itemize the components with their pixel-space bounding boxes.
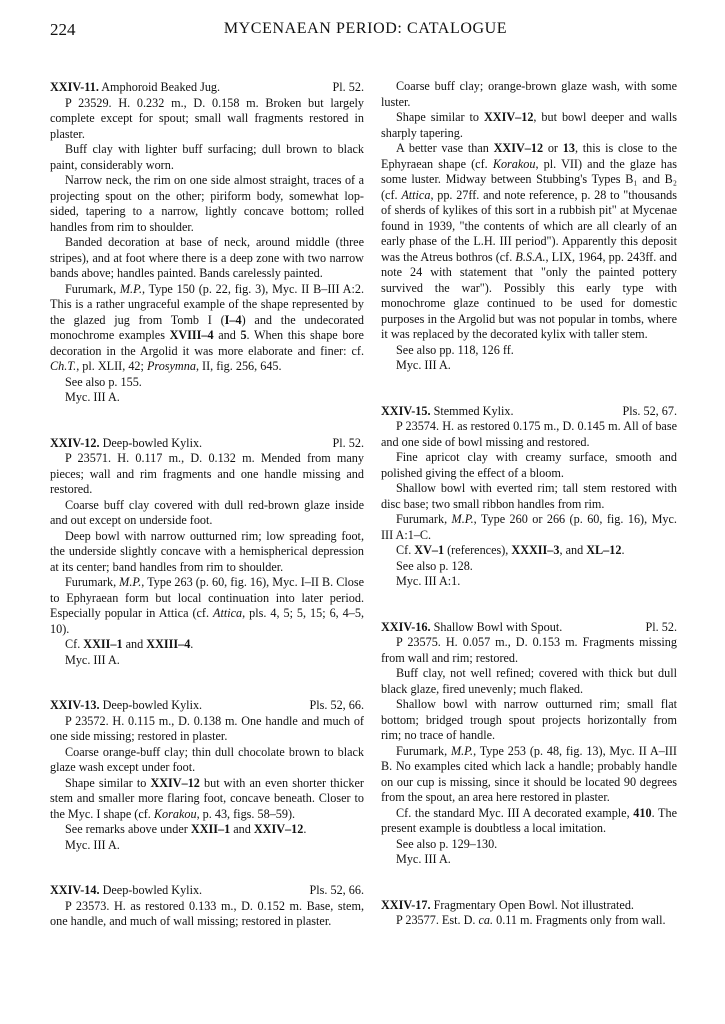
- text-run: , Type 150 (p. 22, fig. 3), Myc. II B–III A:2. This is a rather ungraceful example of the shape represented by the glazed jug from Tomb I (: [50, 281, 364, 327]
- text-run: Furumark,: [396, 512, 452, 526]
- cross-reference: XV–1: [414, 543, 445, 557]
- comparanda-paragraph: [50, 575, 364, 637]
- plate-reference: Pls. 52, 66.: [309, 698, 364, 712]
- cf-paragraph: [381, 543, 677, 559]
- entry-title: Fragmentary Open Bowl. Not illustrated.: [433, 897, 634, 912]
- shape-paragraph: Shallow bowl with narrow outturned rim; small flat bottom; bridged trough spout projects horizontally from rim; no trace of handle.: [381, 697, 677, 742]
- text-run: Cf.: [396, 543, 415, 557]
- text-run: , Type 253 (p. 48, fig. 13), Myc. II A–III B. No examples cited which lack a handle; probably handle on our cup is missing, since it should be located 90 degrees from the spout, an area here restored in plaster.: [381, 743, 677, 804]
- discussion-paragraph: [381, 141, 677, 343]
- comparanda-paragraph: [50, 282, 364, 375]
- cf-paragraph: [50, 637, 364, 653]
- fabric-paragraph: Coarse buff clay; orange-brown glaze wash, with some luster.: [381, 79, 677, 109]
- text-run: . When this shape bore decoration in the Argolid it was more elaborate and finer: cf.: [50, 328, 364, 358]
- cross-reference: XXIII–4: [146, 637, 191, 651]
- entry-heading: [381, 620, 677, 636]
- cross-reference: XVIII–4: [169, 328, 214, 342]
- text-run: , Type 260 or 266 (p. 60, fig. 16), Myc. III A:1–C.: [381, 512, 677, 542]
- entry-title: Amphoroid Beaked Jug.: [101, 80, 221, 94]
- text-run: .: [621, 543, 625, 557]
- shape-paragraph: [381, 110, 677, 141]
- date-label: Myc. III A.: [65, 837, 120, 852]
- entry-xxiv-13: [50, 698, 364, 853]
- entry-number: XXIV-16.: [381, 619, 431, 634]
- text-run: , pl. XLII, 42;: [76, 359, 147, 373]
- text-run-italic: M.P.: [450, 743, 474, 758]
- shape-paragraph: Narrow neck, the rim on one side almost straight, traces of a projecting spout on the other; piriform body, somewhat lop-sided, tapering to a narrow, lightly concave bottom; rolled handles from rim to shoulder.: [50, 173, 364, 234]
- text-run-italic: Ch.T.: [50, 359, 77, 373]
- shape-paragraph: [50, 776, 364, 823]
- text-run: .: [190, 637, 194, 651]
- text-run: , II, fig. 256, 645.: [195, 359, 282, 373]
- entry-xxiv-17: [381, 898, 677, 929]
- text-run: (references),: [444, 543, 512, 557]
- text-run: , but bowl deeper and walls sharply tapering.: [381, 110, 677, 140]
- fabric-paragraph: Buff clay, not well refined; covered with thick but dull black glaze, fired unevenly; much flaked.: [381, 666, 677, 696]
- text-run: P 23577. Est. D.: [396, 913, 479, 927]
- inventory-paragraph: P 23573. H. as restored 0.133 m., D. 0.152 m. Base, stem, one handle, and much of wall missing; restored in plaster.: [50, 898, 364, 928]
- date-label: Myc. III A.: [65, 652, 120, 667]
- entry-heading: [50, 436, 364, 452]
- cf-paragraph: [381, 806, 677, 837]
- cross-reference: 13: [562, 141, 575, 155]
- entry-xxiv-12: [50, 436, 364, 669]
- remarks-paragraph: [50, 822, 364, 838]
- entry-number: XXIV-11.: [50, 80, 99, 94]
- text-run-italic: M.P.: [119, 281, 143, 296]
- cross-reference: XXIV–12: [493, 141, 544, 155]
- fabric-paragraph: Coarse orange-buff clay; thin dull chocolate brown to black glaze wash except under foot.: [50, 744, 364, 774]
- entry-heading: [381, 404, 677, 420]
- text-run-italic: Attica: [213, 606, 243, 620]
- text-run: Furumark,: [65, 281, 120, 296]
- text-run: and: [213, 328, 241, 342]
- see-also: See also pp. 118, 126 ff.: [396, 342, 514, 357]
- date-label: Myc. III A.: [396, 358, 451, 372]
- text-run-italic: Korakou: [153, 806, 197, 821]
- entry-title: Shallow Bowl with Spout.: [433, 619, 563, 634]
- decoration-paragraph: Banded decoration at base of neck, around middle (three stripes), and at foot where there is a deep zone with two narrow bands above; handles painted. Bands carelessly painted.: [50, 235, 364, 280]
- text-run: Shape similar to: [65, 775, 151, 790]
- cross-reference: 410: [633, 805, 652, 820]
- fabric-paragraph: Coarse buff clay covered with dull red-brown glaze inside and out except on underside foot.: [50, 497, 364, 527]
- cross-reference: XXII–1: [83, 637, 123, 651]
- entry-xxiv-16: [381, 620, 677, 868]
- entry-title: Deep-bowled Kylix.: [102, 883, 203, 897]
- cross-reference: 5: [240, 328, 247, 342]
- entry-heading: [50, 80, 364, 96]
- inventory-paragraph: P 23572. H. 0.115 m., D. 0.138 m. One handle and much of one side missing; restored in plaster.: [50, 713, 364, 743]
- entry-title: Deep-bowled Kylix.: [102, 698, 203, 712]
- inventory-paragraph: [381, 913, 677, 929]
- entry-number: XXIV-15.: [381, 403, 431, 418]
- plate-reference: Pls. 52, 66.: [309, 883, 364, 897]
- date-label: Myc. III A:1.: [396, 574, 461, 588]
- text-run-italic: B.S.A.: [515, 249, 546, 264]
- text-run: and: [230, 822, 254, 836]
- entry-number: XXIV-17.: [381, 897, 431, 912]
- text-run: Cf. the standard Myc. III A decorated example,: [396, 805, 634, 820]
- inventory-paragraph: P 23574. H. as restored 0.175 m., D. 0.145 m. All of base and one side of bowl missing and restored.: [381, 419, 677, 449]
- text-run: or: [543, 141, 563, 155]
- fabric-paragraph: Fine apricot clay with creamy surface, smooth and polished giving the effect of a bloom.: [381, 450, 677, 480]
- entry-heading: [50, 883, 364, 899]
- cross-reference: XL–12: [586, 543, 622, 557]
- entry-title: Stemmed Kylix.: [433, 403, 514, 418]
- entry-heading: [381, 898, 677, 914]
- text-run: , and: [559, 543, 587, 557]
- text-run: , this is close to the Ephyraean shape (cf.: [381, 141, 677, 171]
- entry-xxiv-14-continued: [381, 79, 677, 374]
- plate-reference: Pls. 52, 67.: [622, 403, 677, 418]
- cross-reference: XXIV–12: [253, 822, 304, 836]
- inventory-paragraph: P 23529. H. 0.232 m., D. 0.158 m. Broken but largely complete except for spout; small wall fragments restored in plaster.: [50, 95, 364, 141]
- cross-reference: XXIV–12: [150, 775, 200, 790]
- cross-reference: XXXII–3: [511, 543, 560, 557]
- entry-xxiv-11: [50, 80, 364, 406]
- text-run: A better vase than: [396, 141, 494, 155]
- text-run: .: [303, 822, 307, 836]
- entry-number: XXIV-13.: [50, 698, 100, 712]
- see-also: See also p. 155.: [65, 374, 142, 389]
- entry-heading: [50, 698, 364, 714]
- text-run: Cf.: [65, 637, 84, 651]
- text-run: and: [122, 637, 147, 651]
- text-run: , pl. VII) and the glaze has some luster. Midway between Stubbing's Types B₁ and B₂ (cf.: [381, 156, 677, 202]
- text-run: Furumark,: [65, 575, 120, 589]
- text-run-italic: M.P.: [119, 575, 142, 589]
- text-run: 0.11 m. Fragments only from wall.: [493, 913, 666, 927]
- text-run-italic: ca.: [478, 913, 494, 927]
- left-column: [50, 80, 364, 930]
- inventory-paragraph: P 23575. H. 0.057 m., D. 0.153 m. Fragments missing from wall and rim; restored.: [381, 635, 677, 665]
- shape-paragraph: Deep bowl with narrow outturned rim; low spreading foot, the underside slightly concave with a hemispherical depression at its center; band handles from rim to shoulder.: [50, 528, 364, 574]
- entry-xxiv-14: [50, 883, 364, 930]
- right-column: [381, 79, 677, 929]
- text-run: , pls. 4, 5; 5, 15; 6, 4–5, 10).: [50, 606, 365, 636]
- text-run: ) and the undecorated monochrome examples: [50, 312, 364, 342]
- see-also: See also p. 129–130.: [396, 836, 498, 851]
- plate-reference: Pl. 52.: [332, 80, 364, 94]
- inventory-paragraph: P 23571. H. 0.117 m., D. 0.132 m. Mended from many pieces; wall and rim fragments and one handle missing and restored.: [50, 451, 364, 496]
- text-run: but with an even shorter thicker stem and smaller more flaring foot, concave beneath. Closer to the Myc. I shape (cf.: [50, 775, 364, 821]
- comparanda-paragraph: [381, 512, 677, 543]
- text-run-italic: Attica: [401, 187, 431, 202]
- fabric-paragraph: Buff clay with lighter buff surfacing; dull brown to black paint, considerably worn.: [50, 142, 364, 172]
- entry-title: Deep-bowled Kylix.: [102, 435, 203, 450]
- page-header: [50, 20, 681, 42]
- entry-xxiv-15: [381, 404, 677, 590]
- text-run-italic: Prosymna: [146, 359, 196, 373]
- page-number: 224: [50, 20, 76, 39]
- plate-reference: Pl. 52.: [332, 435, 364, 450]
- running-title: MYCENAEAN PERIOD: CATALOGUE: [223, 20, 508, 37]
- text-run: , p. 43, figs. 58–59).: [196, 806, 296, 821]
- date-label: Myc. III A.: [396, 852, 451, 866]
- text-run: See remarks above under: [65, 822, 191, 836]
- entry-number: XXIV-12.: [50, 435, 100, 450]
- shape-paragraph: Shallow bowl with everted rim; tall stem restored with disc base; two small ribbon handles from rim.: [381, 481, 677, 511]
- cross-reference: XXII–1: [190, 822, 231, 836]
- text-run: , LIX, 1964, pp. 243ff. and note 24 with statement that "only the painted pottery survived the war"). Possibly this early type with monochrome glaze continued to be used for domestic purposes in the Argolid but was not popular in tombs, where it was replaced by the decorated kylix with taller stem.: [381, 249, 677, 341]
- entry-number: XXIV-14.: [50, 883, 100, 897]
- cross-reference: XXIV–12: [483, 110, 534, 124]
- text-run: . The present example is doubtless a local imitation.: [381, 805, 677, 835]
- plate-reference: Pl. 52.: [645, 619, 677, 634]
- cross-reference: I–4: [224, 312, 242, 327]
- text-run: Shape similar to: [396, 110, 484, 124]
- text-run-italic: Korakou: [492, 156, 536, 171]
- comparanda-paragraph: [381, 744, 677, 806]
- text-run: , Type 263 (p. 60, fig. 16), Myc. I–II B. Close to Ephyraean form but local continuation into later period. Especially popular in Attica (cf.: [50, 575, 364, 620]
- see-also: See also p. 128.: [396, 558, 473, 573]
- text-run: , pp. 27ff. and note reference, p. 28 to "thousands of sherds of kylikes of this sort in a rubbish pit" at Mycenae found in 1939, "the contents of which are all clearly of an early phase of the L.H. III period"). Apparently this deposit was the Atreus bothros (cf.: [381, 187, 678, 264]
- text-run-italic: M.P.: [451, 512, 474, 526]
- date-label: Myc. III A.: [65, 390, 120, 404]
- text-run: Furumark,: [396, 743, 451, 758]
